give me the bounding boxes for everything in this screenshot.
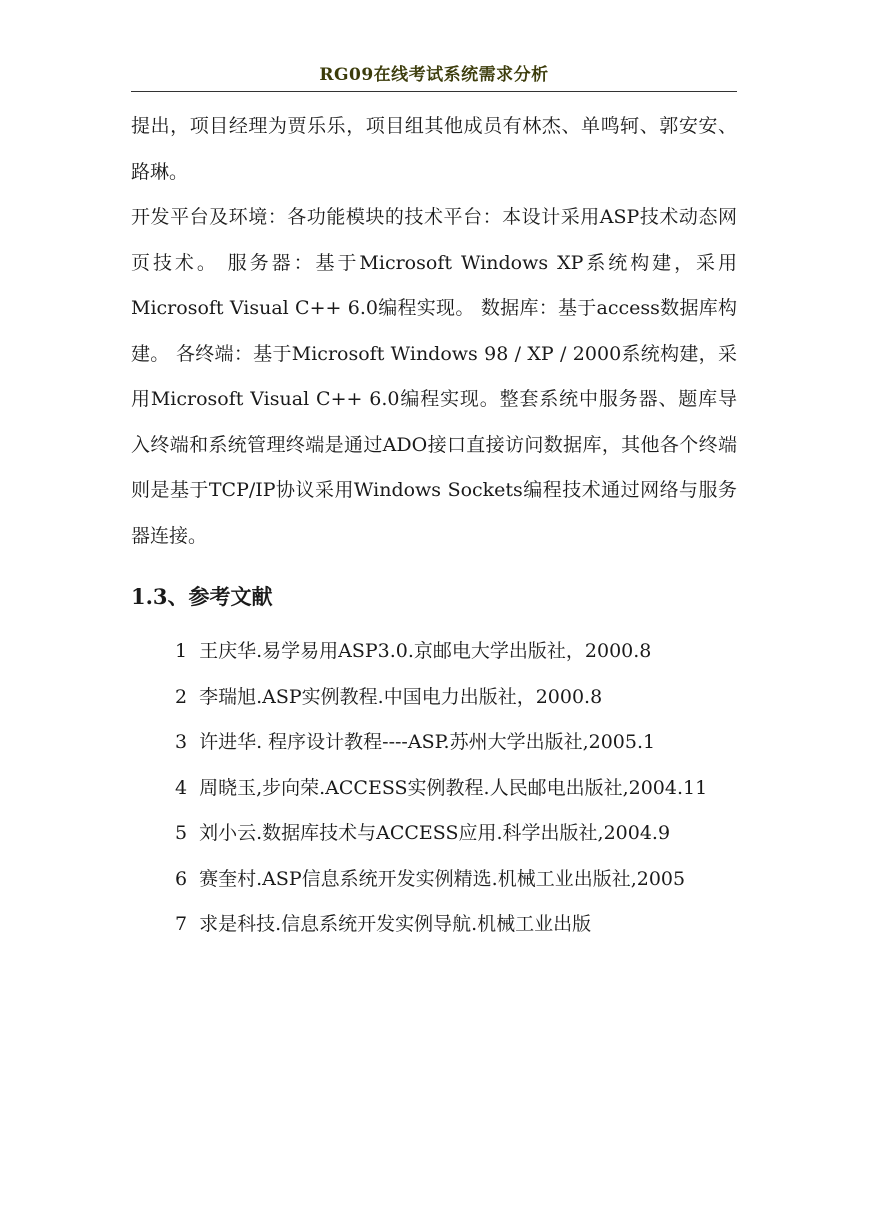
reference-list (131, 629, 737, 948)
reference-text: 周晓玉,步向荣.ACCESS实例教程.人民邮电出版社,2004.11 (199, 776, 708, 799)
reference-text: 赛奎村.ASP信息系统开发实例精选.机械工业出版社,2005 (199, 867, 686, 890)
reference-text: 刘小云.数据库技术与ACCESS应用.科学出版社,2004.9 (199, 822, 671, 844)
reference-number: 1 (175, 640, 188, 662)
page-header-title: RG09在线考试系统需求分析 (319, 65, 549, 85)
reference-text: 许进华. 程序设计教程----ASP.苏州大学出版社,2005.1 (199, 731, 656, 753)
section-heading-references: 1.3、参考文献 (131, 584, 273, 609)
page-header (131, 60, 737, 92)
reference-item (131, 766, 737, 812)
body-paragraph: 开发平台及环境：各功能模块的技术平台：本设计采用ASP技术动态网页技术。 服务器：基于Microsoft Windows XP系统构建，采用Microsoft Visual C++ 6.0编程实现。 数据库：基于access数据库构建。 各终端：基于Microsoft Windows 98 / XP / 2000系统构建，采用Microsoft Visual C++ 6.0编程实现。整套系统中服务器、题库导入终端和系统管理终端是通过ADO接口直接访问数据库，其他各个终端则是基于TCP/IP协议采用Windows Sockets编程技术通过网络与服务器连接。 (131, 206, 737, 547)
reference-number: 4 (175, 776, 188, 799)
document-body (131, 104, 737, 948)
reference-number: 3 (175, 731, 188, 753)
reference-item (131, 857, 737, 903)
reference-number: 7 (175, 913, 188, 935)
reference-number: 2 (175, 685, 188, 708)
reference-text: 王庆华.易学易用ASP3.0.京邮电大学出版社，2000.8 (199, 640, 652, 662)
reference-text: 李瑞旭.ASP实例教程.中国电力出版社，2000.8 (199, 685, 603, 708)
body-paragraph: 提出，项目经理为贾乐乐，项目组其他成员有林杰、单鸣轲、郭安安、路琳。 (131, 115, 737, 183)
reference-number: 6 (175, 867, 188, 890)
reference-item (131, 902, 737, 948)
reference-item (131, 720, 737, 766)
reference-item (131, 811, 737, 857)
reference-item (131, 675, 737, 721)
reference-text: 求是科技.信息系统开发实例导航.机械工业出版 (199, 913, 592, 935)
reference-number: 5 (175, 822, 188, 844)
reference-item (131, 629, 737, 675)
